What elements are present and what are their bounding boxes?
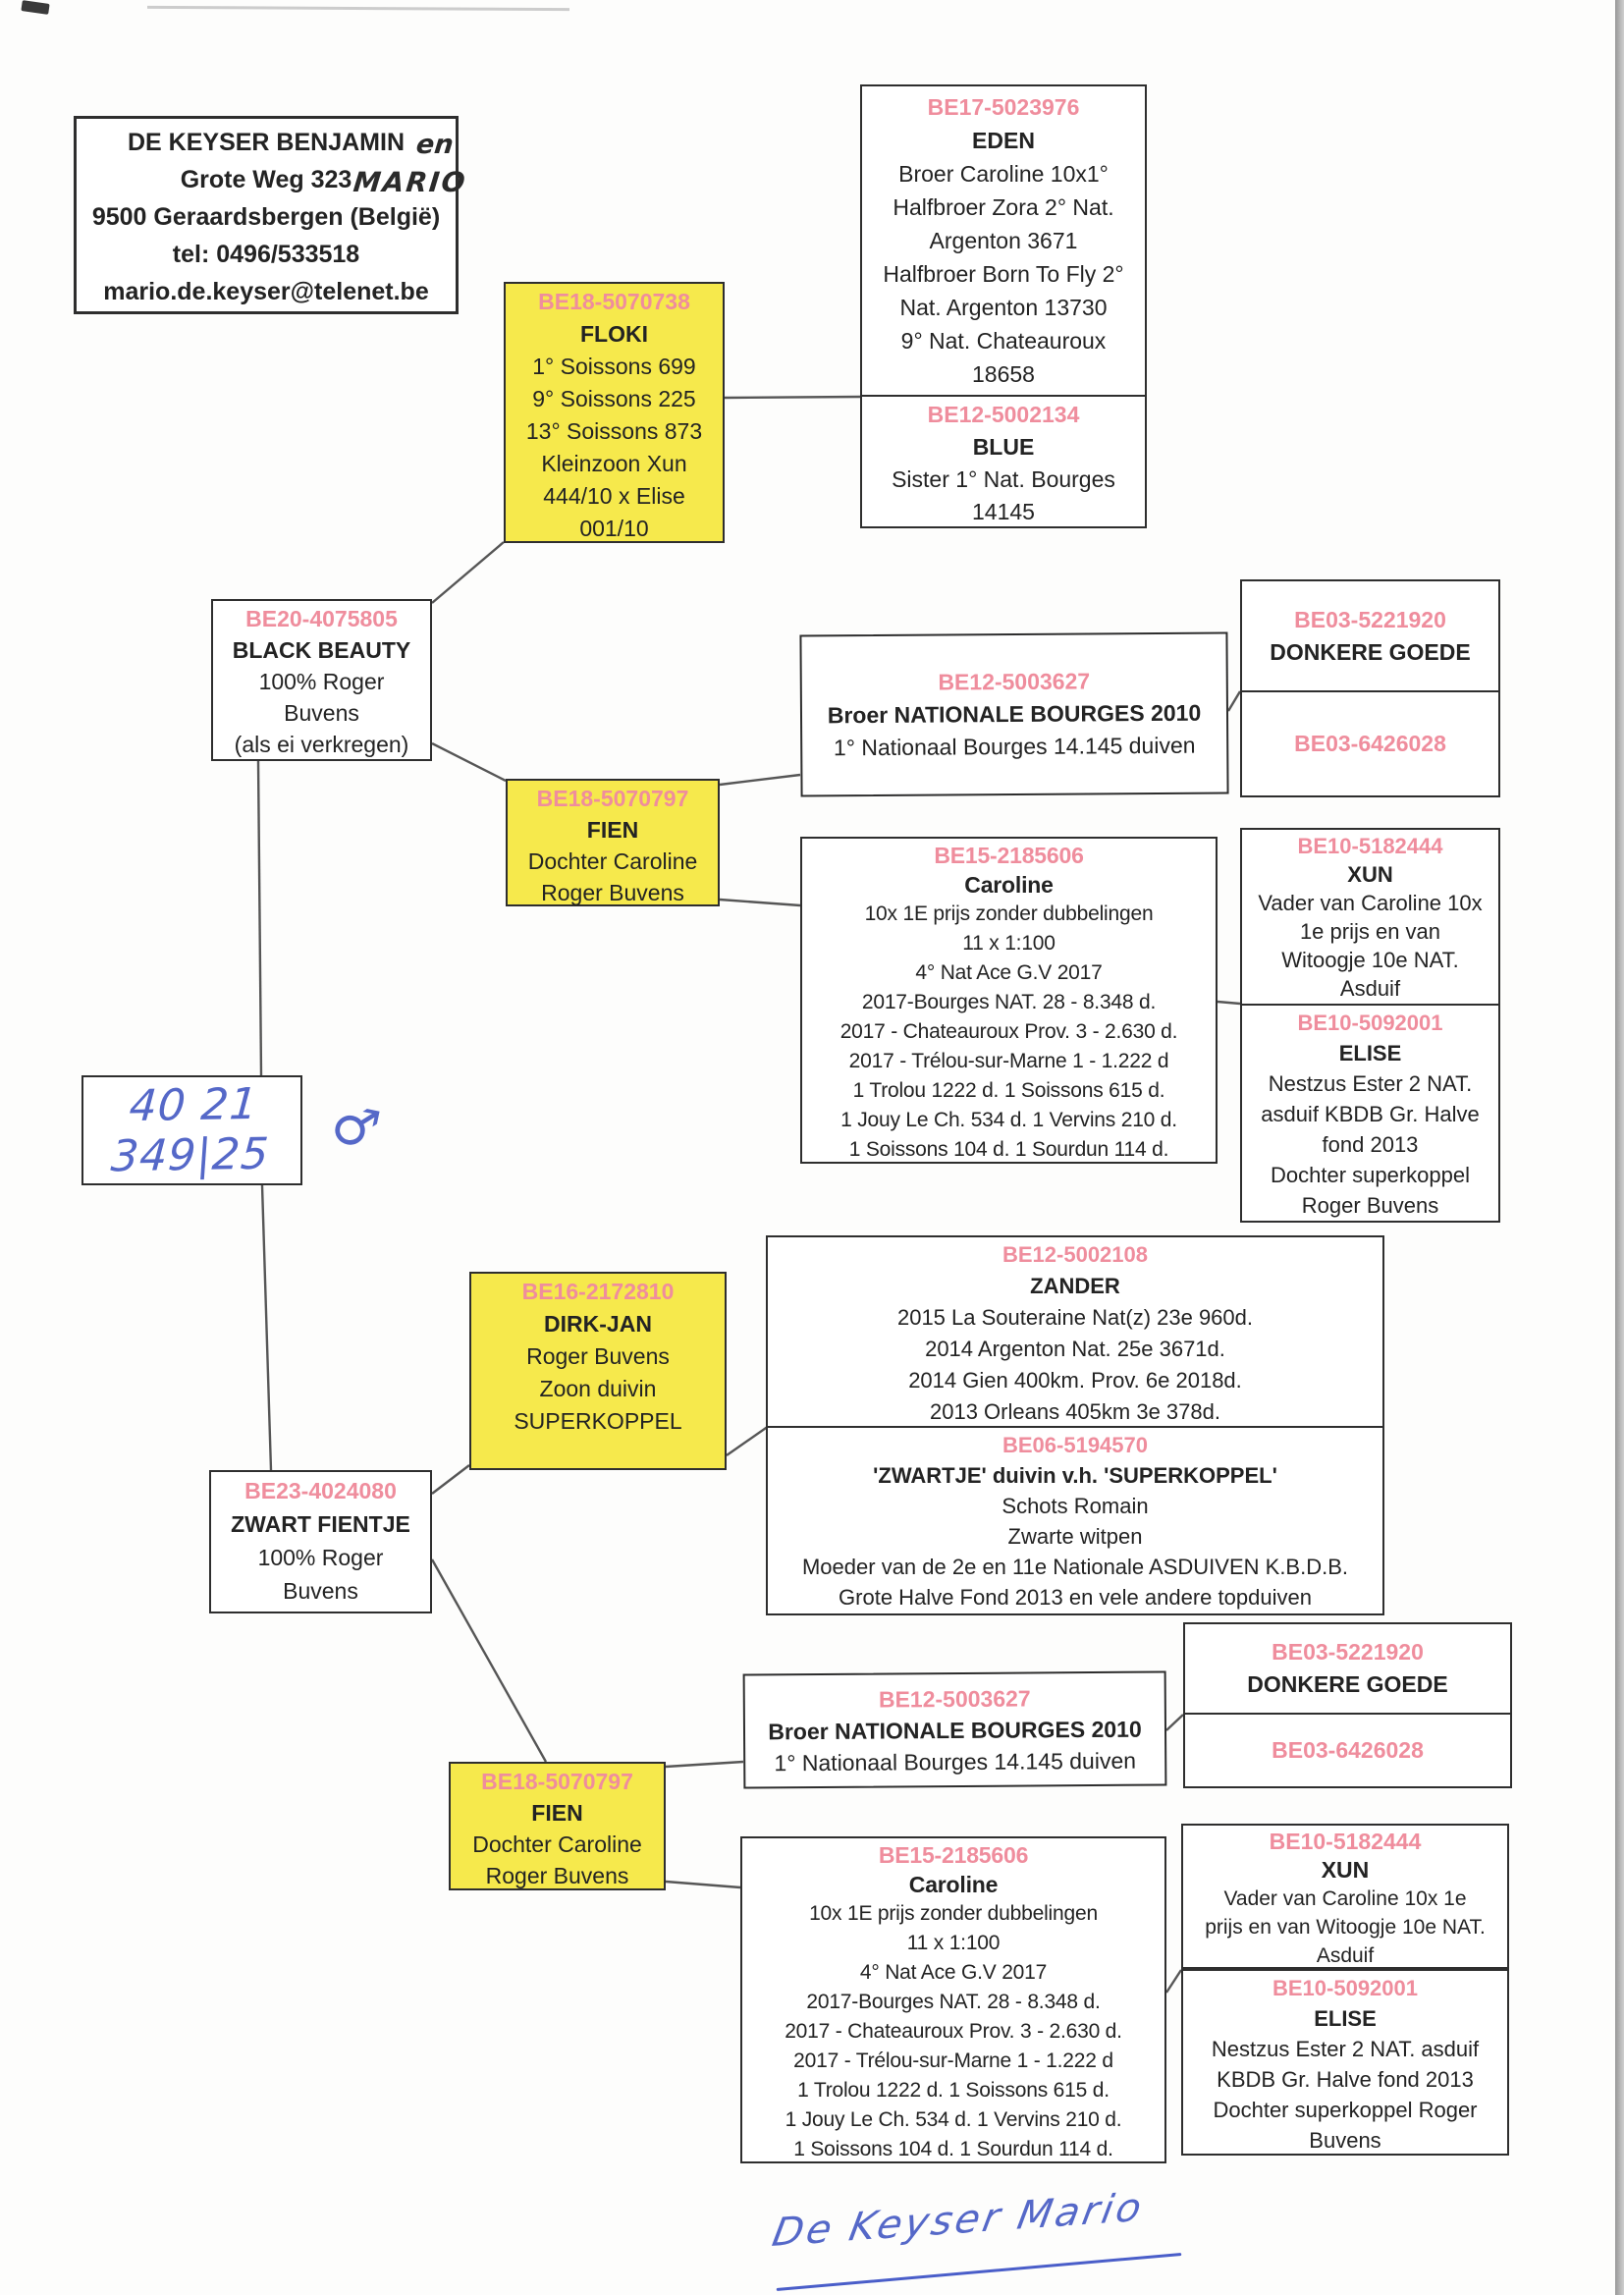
bird-details — [235, 666, 409, 760]
bird-details — [892, 464, 1115, 528]
pedigree-box-fien-top — [506, 779, 720, 906]
bird-name: Broer NATIONALE BOURGES 2010 — [827, 699, 1202, 729]
pedigree-box-donkere-goede-top — [1240, 579, 1500, 692]
text-line: Argenton 3671 — [929, 228, 1078, 253]
pedigree-box-zwart-fientje — [209, 1470, 432, 1613]
bird-details — [897, 1302, 1253, 1428]
text-line: 10x 1E prijs zonder dubbelingen — [809, 1902, 1098, 1925]
ring-number: BE10-5092001 — [1272, 1976, 1418, 2000]
handwritten-en: en — [414, 130, 456, 160]
bird-name: Caroline — [908, 1872, 999, 1897]
ring-number: BE18-5070797 — [536, 786, 689, 811]
ring-number: BE20-4075805 — [245, 606, 398, 631]
bird-details — [802, 1491, 1348, 1612]
text-line: Nestzus Ester 2 NAT. asduif — [1211, 2037, 1480, 2061]
signature-underline — [777, 2253, 1182, 2291]
subject-ring-handwritten: 40 21 349|25 — [109, 1078, 272, 1182]
text-line: SUPERKOPPEL — [514, 1408, 682, 1434]
text-line: 2015 La Souteraine Nat(z) 23e 960d. — [896, 1305, 1254, 1330]
bird-name: 'ZWARTJE' duivin v.h. 'SUPERKOPPEL' — [873, 1463, 1277, 1488]
text-line: 11 x 1:100 — [962, 932, 1056, 955]
bird-details — [774, 1744, 1136, 1778]
text-line: Grote Halve Fond 2013 en vele andere topduiven — [839, 1585, 1312, 1610]
text-line: Zoon duivin — [539, 1376, 657, 1401]
subject-ring-box — [81, 1075, 302, 1185]
text-line: 1° Nationaal Bourges 14.145 duiven — [833, 732, 1196, 761]
text-line: Witoogje 10e NAT. — [1281, 948, 1459, 972]
pedigree-box-caroline-top — [800, 837, 1218, 1164]
text-line: tel: 0496/533518 — [172, 241, 360, 268]
text-line: 14145 — [972, 499, 1035, 524]
text-line: Asduif — [1316, 1944, 1375, 1967]
text-line: Halfbroer Zora 2° Nat. — [893, 194, 1114, 220]
bird-details — [785, 1899, 1122, 2164]
text-line: Vader van Caroline 10x 1e — [1223, 1887, 1467, 1910]
text-line: 1 Trolou 1222 d. 1 Soissons 615 d. — [852, 1079, 1165, 1102]
text-line: 100% Roger — [258, 669, 385, 694]
text-line: 001/10 — [579, 516, 649, 541]
text-line: 2017 - Chateauroux Prov. 3 - 2.630 d. — [785, 2020, 1122, 2043]
bird-details — [1205, 1885, 1486, 1970]
bird-details — [1258, 889, 1482, 1003]
owner-address — [77, 124, 456, 310]
text-line: 1 Soissons 104 d. 1 Sourdun 114 d. — [848, 1138, 1169, 1161]
text-line: fond 2013 — [1322, 1132, 1419, 1157]
text-line: Dochter superkoppel Roger — [1213, 2098, 1478, 2122]
pedigree-box-black-beauty — [211, 599, 432, 761]
text-line: Moeder van de 2e en 11e Nationale ASDUIVEN K.B.D.B. — [801, 1555, 1348, 1579]
bird-details — [840, 900, 1178, 1165]
text-line: Buvens — [283, 1578, 358, 1604]
text-line: 4° Nat Ace G.V 2017 — [859, 1961, 1048, 1984]
ring-number: BE12-5003627 — [938, 668, 1091, 695]
text-line: Roger Buvens — [1301, 1193, 1439, 1218]
text-line: Zwarte witpen — [1007, 1524, 1143, 1549]
text-line: (als ei verkregen) — [234, 732, 409, 757]
bird-name: FIEN — [531, 1800, 583, 1826]
bird-details — [528, 846, 698, 908]
bird-name: BLUE — [972, 434, 1035, 460]
text-line: Kleinzoon Xun — [541, 451, 687, 476]
pedigree-box-caroline-bottom — [740, 1836, 1166, 2163]
text-line: Sister 1° Nat. Bourges — [892, 466, 1115, 492]
text-line: 2014 Gien 400km. Prov. 6e 2018d. — [908, 1368, 1242, 1393]
text-line: Broer Caroline 10x1° — [898, 161, 1109, 187]
text-line: 2017 - Trélou-sur-Marne 1 - 1.222 d — [848, 1050, 1169, 1072]
text-line: 2013 Orleans 405km 3e 378d. — [930, 1399, 1220, 1424]
text-line: Dochter superkoppel — [1270, 1163, 1470, 1187]
bird-name: ZWART FIENTJE — [231, 1511, 410, 1537]
ring-number: BE12-5002108 — [1001, 1242, 1148, 1267]
text-line: 18658 — [972, 361, 1035, 387]
text-line: 1 Jouy Le Ch. 534 d. 1 Vervins 210 d. — [840, 1109, 1177, 1131]
text-line: 2017-Bourges NAT. 28 - 8.348 d. — [861, 991, 1157, 1013]
scan-edge-strip — [1615, 0, 1624, 2295]
bird-name: DONKERE GOEDE — [1270, 638, 1471, 665]
ring-number: BE03-6426028 — [1272, 1737, 1424, 1763]
text-line: DE KEYSER BENJAMIN — [128, 129, 405, 156]
ring-number: BE16-2172810 — [521, 1279, 675, 1304]
bird-details — [834, 730, 1196, 765]
bird-details — [526, 351, 702, 545]
ring-number: BE10-5182444 — [1269, 1829, 1422, 1854]
text-line: prijs en van Witoogje 10e NAT. — [1205, 1916, 1486, 1939]
bird-name: DONKERE GOEDE — [1247, 1671, 1448, 1697]
pedigree-box-elise-top — [1240, 1004, 1500, 1223]
text-line: Vader van Caroline 10x — [1258, 891, 1483, 915]
bird-details — [472, 1829, 642, 1891]
bird-details — [514, 1340, 681, 1438]
ring-number: BE06-5194570 — [1001, 1433, 1148, 1457]
bird-name: XUN — [1347, 862, 1393, 887]
pedigree-box-donkere-goede-bottom — [1183, 1622, 1512, 1715]
ring-number: BE10-5092001 — [1297, 1011, 1443, 1035]
pedigree-box-ring-only-bottom — [1183, 1713, 1512, 1788]
text-line: KBDB Gr. Halve fond 2013 — [1217, 2067, 1474, 2092]
text-line: Schots Romain — [1001, 1494, 1149, 1518]
bird-details — [258, 1541, 384, 1608]
ring-number: BE03-6426028 — [1294, 731, 1446, 756]
ring-number: BE23-4024080 — [244, 1478, 397, 1503]
ring-number: BE18-5070797 — [481, 1769, 633, 1794]
signature-text: De Keyser Mario — [769, 2185, 1148, 2256]
ring-number: BE15-2185606 — [878, 1842, 1029, 1868]
pedigree-box-zander — [766, 1235, 1384, 1428]
text-line: 100% Roger — [257, 1545, 384, 1570]
text-line: 4° Nat Ace G.V 2017 — [915, 961, 1103, 984]
text-line: mario.de.keyser@telenet.be — [103, 278, 429, 305]
text-line: Buvens — [284, 700, 359, 726]
text-line: 9500 Geraardsbergen (België) — [91, 203, 441, 231]
pedigree-box-fien-bottom — [449, 1762, 666, 1890]
bird-details — [1261, 1068, 1480, 1221]
bird-name: EDEN — [972, 128, 1035, 153]
scan-mark — [21, 0, 49, 15]
text-line: Nat. Argenton 13730 — [899, 295, 1108, 320]
pedigree-box-zwartje — [766, 1426, 1384, 1615]
ring-number: BE03-5221920 — [1272, 1639, 1424, 1665]
bird-name: Broer NATIONALE BOURGES 2010 — [768, 1716, 1142, 1744]
bird-name: ELISE — [1338, 1041, 1402, 1066]
signature — [769, 2185, 1198, 2291]
bird-name: FIEN — [586, 817, 639, 843]
pedigree-box-xun-top — [1240, 828, 1500, 1006]
text-line: 1° Nationaal Bourges 14.145 duiven — [774, 1747, 1137, 1776]
bird-details — [883, 157, 1123, 391]
ring-number: BE15-2185606 — [934, 843, 1084, 868]
text-line: Dochter Caroline — [472, 1831, 642, 1857]
bird-name: ELISE — [1314, 2006, 1377, 2031]
text-line: 2017-Bourges NAT. 28 - 8.348 d. — [806, 1991, 1101, 2013]
text-line: 2014 Argenton Nat. 25e 3671d. — [925, 1337, 1225, 1361]
scan-streak — [147, 6, 569, 11]
bird-name: ZANDER — [1030, 1274, 1120, 1298]
bird-name: DIRK-JAN — [544, 1311, 652, 1337]
pedigree-box-blue — [860, 395, 1147, 528]
pedigree-box-broer-bourges-top — [799, 631, 1228, 796]
text-line: 13° Soissons 873 — [525, 418, 703, 444]
pedigree-box-ring-only-top — [1240, 690, 1500, 797]
pedigree-box-floki — [504, 282, 725, 543]
ring-number: BE18-5070738 — [538, 289, 690, 314]
text-line: 1 Soissons 104 d. 1 Sourdun 114 d. — [793, 2138, 1113, 2160]
handwritten-mario: MARIO — [352, 166, 469, 198]
text-line: Roger Buvens — [526, 1343, 670, 1369]
ring-number: BE12-5002134 — [927, 402, 1080, 427]
bird-name: XUN — [1321, 1857, 1370, 1883]
ring-number: BE03-5221920 — [1294, 606, 1446, 632]
text-line: 1 Jouy Le Ch. 534 d. 1 Vervins 210 d. — [785, 2108, 1122, 2131]
pedigree-box-dirk-jan — [469, 1272, 727, 1470]
text-line: Grote Weg 323 — [180, 166, 352, 193]
text-line: Buvens — [1309, 2128, 1381, 2153]
text-line: 2017 - Chateauroux Prov. 3 - 2.630 d. — [839, 1020, 1178, 1043]
pedigree-box-eden — [860, 84, 1147, 397]
pedigree-box-xun-bottom — [1181, 1824, 1509, 1969]
text-line: 2017 - Trélou-sur-Marne 1 - 1.222 d — [793, 2049, 1113, 2072]
text-line: 10x 1E prijs zonder dubbelingen — [864, 902, 1154, 925]
bird-details — [1212, 2034, 1479, 2156]
bird-name: FLOKI — [580, 321, 648, 347]
text-line: 9° Soissons 225 — [532, 386, 696, 411]
text-line: asduif KBDB Gr. Halve — [1261, 1102, 1480, 1126]
ring-number: BE12-5003627 — [878, 1684, 1031, 1713]
text-line: 1 Trolou 1222 d. 1 Soissons 615 d. — [797, 2079, 1110, 2102]
bird-name: Caroline — [964, 872, 1054, 898]
text-line: Roger Buvens — [541, 880, 684, 905]
ring-number: BE17-5023976 — [927, 94, 1080, 120]
text-line: Dochter Caroline — [527, 848, 698, 874]
text-line: Halfbroer Born To Fly 2° — [883, 261, 1124, 287]
text-line: Asduif — [1339, 976, 1401, 1001]
text-line: Roger Buvens — [485, 1863, 629, 1888]
text-line: 444/10 x Elise — [543, 483, 685, 509]
text-line: 1e prijs en van — [1299, 919, 1441, 944]
pedigree-box-broer-bourges-bottom — [743, 1670, 1167, 1788]
bird-name: BLACK BEAUTY — [232, 637, 411, 663]
text-line: 1° Soissons 699 — [532, 354, 696, 379]
pedigree-box-elise-bottom — [1181, 1969, 1509, 2156]
ring-number: BE10-5182444 — [1297, 834, 1443, 858]
text-line: 11 x 1:100 — [906, 1932, 1001, 1954]
text-line: Nestzus Ester 2 NAT. — [1268, 1071, 1473, 1096]
text-line: 9° Nat. Chateauroux — [900, 328, 1107, 354]
owner-box — [74, 116, 469, 314]
male-symbol: ♂ — [325, 1091, 386, 1163]
